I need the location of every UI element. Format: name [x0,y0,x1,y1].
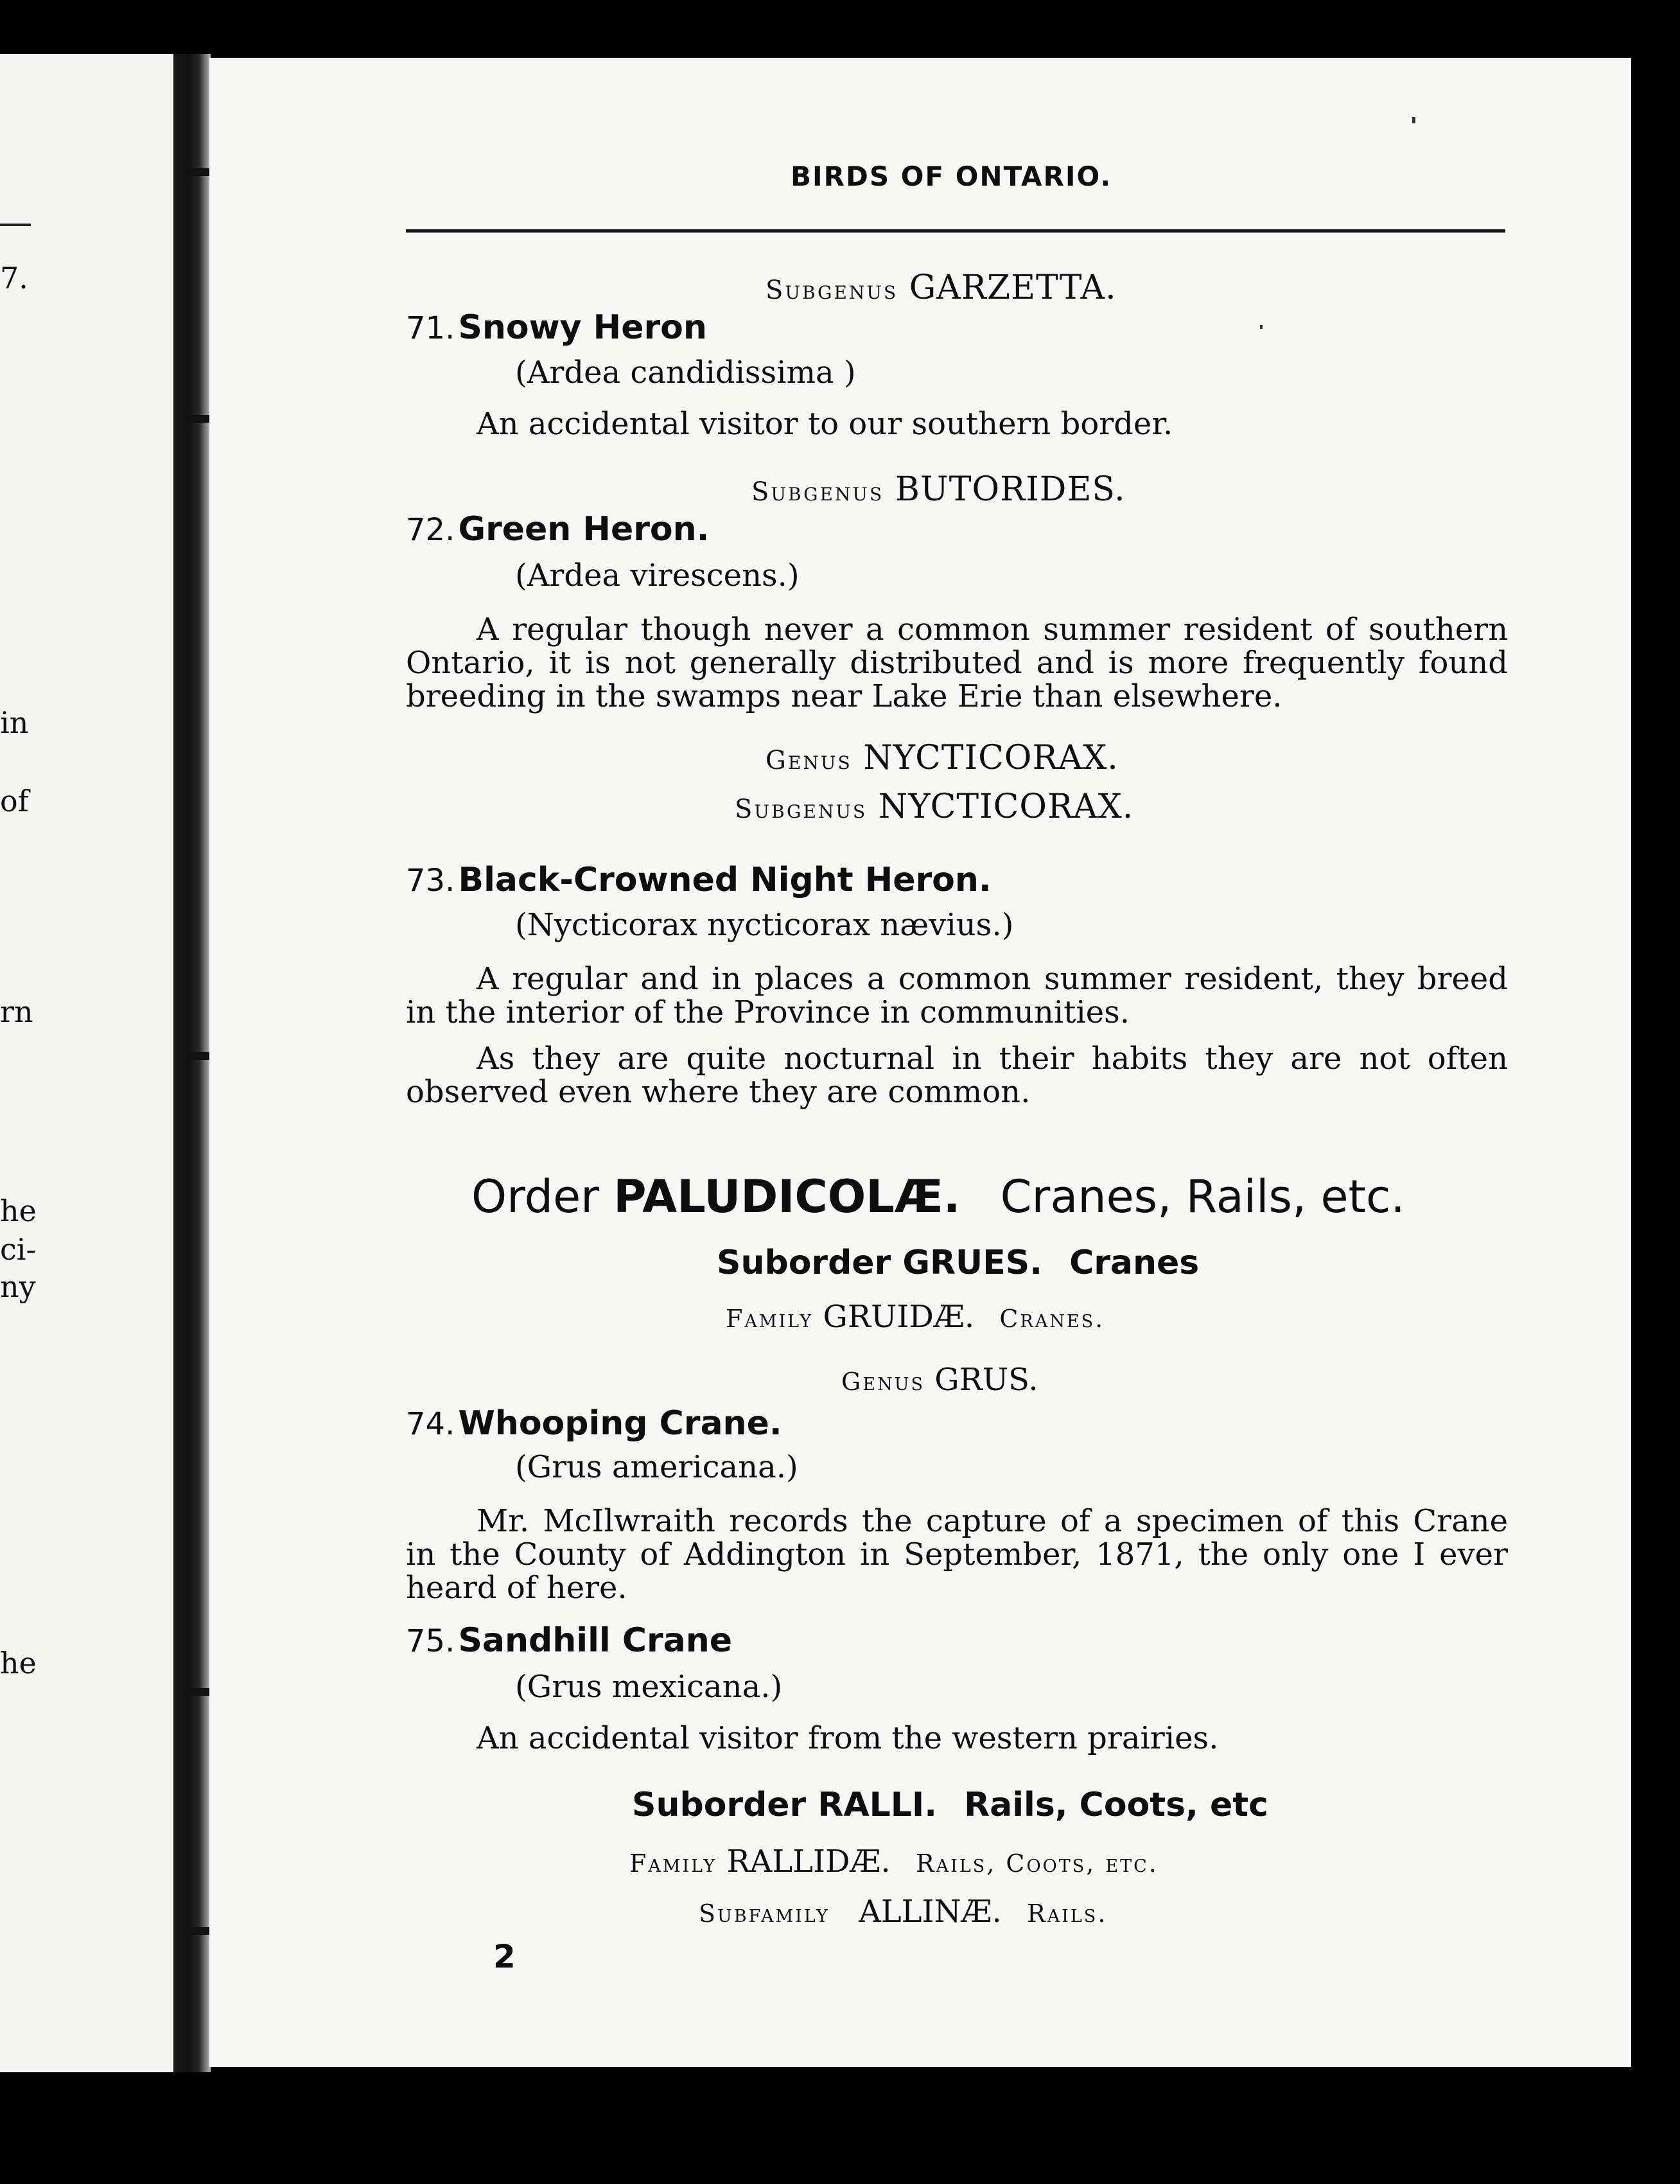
species-text: Ontario, it is not generally distributed and is more frequently found [406,645,1508,681]
binding-gutter [173,54,211,2072]
heading-prefix: Subgenus [766,276,898,305]
heading-common: Cranes, Rails, etc. [1000,1170,1405,1223]
species-text: Mr. McIlwraith records the capture of a specimen of this Crane [477,1503,1508,1539]
species-text: An accidental visitor to our southern border. [477,406,1173,442]
heading-name: NYCTICORAX. [863,739,1119,777]
heading-name: PALUDICOLÆ. [613,1170,961,1223]
left-fragment: he [0,1646,37,1680]
species-text: A regular though never a common summer resident of southern [477,612,1508,647]
species-text: in the County of Addington in September, 1871, the only one I ever [406,1537,1508,1572]
species-heading [406,308,707,347]
species-heading [406,1404,782,1443]
heading-prefix: Subgenus [735,795,868,824]
heading-prefix: Family [726,1305,814,1333]
species-text: As they are quite nocturnal in their habits they are not often [477,1041,1508,1077]
species-latin: (Ardea virescens.) [515,558,800,594]
heading-common: Rails, Coots, etc. [916,1849,1159,1878]
species-heading [406,510,709,549]
left-page-rule [0,224,31,226]
family-heading [726,1299,1105,1335]
species-name: Black-Crowned Night Heron. [458,861,992,899]
species-number: 71. [406,310,455,346]
heading-name: GRUS. [934,1362,1038,1398]
species-name: Green Heron. [458,510,710,549]
heading-name: ALLINÆ. [859,1894,1002,1930]
heading-name: NYCTICORAX. [878,788,1134,826]
species-name: Sandhill Crane [458,1621,732,1660]
heading-prefix: Order [471,1170,599,1223]
species-latin: (Ardea candidissima ) [515,355,856,391]
species-heading [406,1621,732,1660]
page [209,58,1631,2067]
heading-prefix: Subgenus [751,477,884,507]
subgenus-heading [751,470,1126,509]
heading-prefix: Suborder [632,1786,807,1824]
page-number: 2 [493,1938,516,1975]
left-fragment: in [0,705,29,740]
running-head: BIRDS OF ONTARIO. [791,161,1112,192]
species-name: Whooping Crane. [458,1404,782,1443]
heading-name: BUTORIDES. [895,470,1126,509]
species-text: observed even where they are common. [406,1074,1031,1110]
species-number: 74. [406,1406,455,1442]
heading-name: GRUIDÆ. [823,1299,975,1335]
heading-prefix: Genus [766,746,852,775]
left-fragment: ci- [0,1232,37,1267]
species-number: 75. [406,1623,455,1659]
species-number: 73. [406,863,455,899]
ink-speck [1412,117,1415,123]
genus-heading [766,739,1119,777]
left-page-fragment [0,54,193,2072]
left-fragment: he [0,1193,37,1228]
species-heading [406,861,992,899]
species-name: Snowy Heron [458,308,707,347]
species-text: An accidental visitor from the western prairies. [477,1720,1219,1756]
heading-name: RALLIDÆ. [726,1844,891,1880]
heading-common: Rails. [1027,1899,1108,1928]
suborder-heading [717,1244,1199,1282]
left-fragment: ny [0,1269,36,1304]
subfamily-heading [699,1894,1107,1930]
species-text: in the interior of the Province in communities. [406,994,1130,1030]
subgenus-heading [766,269,1117,307]
heading-common: Cranes [1069,1244,1200,1282]
heading-prefix: Subfamily [699,1899,830,1928]
species-latin: (Nycticorax nycticorax nævius.) [515,907,1014,943]
species-latin: (Grus americana.) [515,1449,798,1485]
subgenus-heading [735,788,1133,826]
heading-prefix: Family [629,1849,717,1878]
heading-name: GARZETTA. [909,269,1117,307]
species-text: heard of here. [406,1570,627,1606]
species-text: breeding in the swamps near Lake Erie than elsewhere. [406,678,1282,714]
left-fragment: 7. [0,261,28,295]
heading-common: Cranes. [999,1305,1105,1333]
species-number: 72. [406,512,455,548]
heading-common: Rails, Coots, etc [964,1786,1268,1824]
family-heading [629,1844,1159,1880]
heading-prefix: Genus [841,1368,925,1396]
order-heading [471,1170,1405,1223]
ink-speck [1260,325,1263,329]
heading-name: GRUES. [902,1244,1042,1282]
left-fragment: of [0,784,29,818]
heading-prefix: Suborder [717,1244,891,1282]
left-fragment: rn [0,994,33,1029]
species-text: A regular and in places a common summer resident, they breed [477,961,1508,997]
species-latin: (Grus mexicana.) [515,1669,783,1705]
suborder-heading [632,1786,1268,1824]
header-rule [406,229,1505,233]
heading-name: RALLI. [818,1786,937,1824]
genus-heading [841,1362,1038,1398]
